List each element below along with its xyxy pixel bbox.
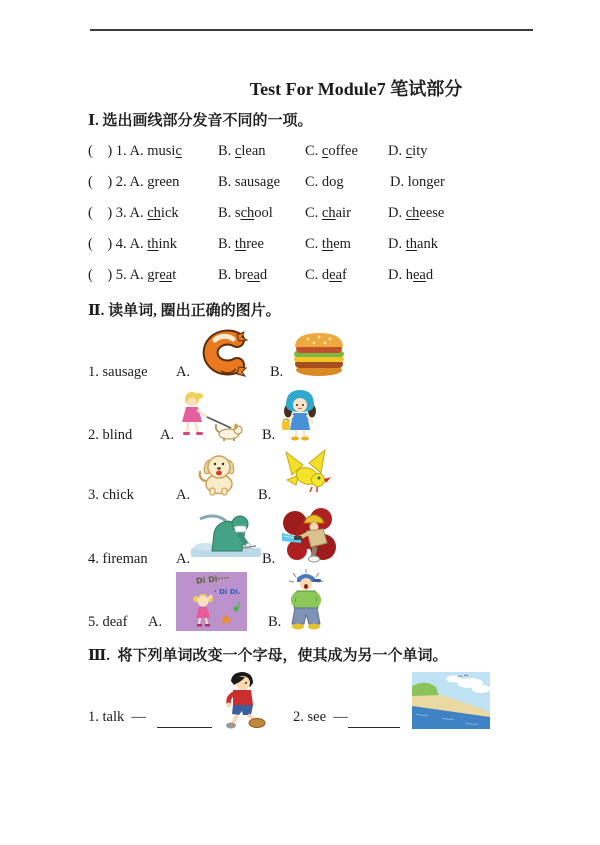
change-item-2: 2. see — [293,709,348,725]
underlined-letters: ea [329,267,343,283]
answer-bracket: ( ) [88,174,113,190]
top-rule [90,29,533,31]
option-word: longer [407,174,445,190]
question-row-2 [0,174,600,194]
item-word: 3. chick [88,487,134,503]
surgeon-operating-image [190,511,263,563]
answer-slot-and-option-a [88,205,179,222]
option-c [305,205,351,222]
answer-slot-and-option-a [88,174,179,191]
option-b [218,143,266,160]
answer-blank-2 [348,711,400,728]
option-b [218,205,273,222]
underlined-letters: c [321,143,329,159]
option-a-label: A. [176,487,191,503]
question-row-5 [0,267,600,287]
underlined-letters: th [321,236,334,252]
option-label: B. [218,267,232,283]
section-1-heading: Ⅰ. 选出画线部分发音不同的一项。 [88,113,313,129]
underlined-letters: ea [159,267,173,283]
option-word: think [147,236,178,252]
option-d [388,143,427,160]
option-word: them [321,236,351,252]
option-word: head [405,267,434,283]
answer-slot-and-option-a [88,143,182,160]
walking-boy-image [215,670,267,729]
option-a-label: A. [176,551,191,567]
option-word: thank [405,236,438,252]
underlined-letters: g [336,174,344,190]
answer-slot-and-option-a [88,267,176,284]
option-word: chair [321,205,351,221]
underlined-letters: g [426,174,434,190]
girl-hearing-sounds-image [176,572,247,631]
option-word: chick [147,205,179,221]
option-label: C. [305,174,319,190]
answer-bracket: ( ) [88,143,113,159]
option-word: coffee [321,143,358,159]
question-row-4 [0,236,600,256]
underlined-letters: c [234,143,242,159]
underlined-letters: ch [405,205,420,221]
puppy-image [195,451,242,497]
change-item-1: 1. talk — [88,709,146,725]
item-word: 5. deaf [88,614,128,630]
option-word: deaf [321,267,347,283]
sausage-image [193,329,251,377]
yellow-bird-image [281,449,331,494]
dash: — [333,709,348,725]
question-number: 2. [115,174,127,190]
option-label: B. [218,174,232,190]
option-label: C. [305,267,319,283]
hamburger-image [292,331,346,377]
option-b-label: B. [262,427,276,443]
question-row-1 [0,143,600,163]
option-label: A. [129,174,144,190]
underlined-letters: g [266,174,274,190]
option-label: B. [218,143,232,159]
option-label: A. [129,143,144,159]
item-word: 4. fireman [88,551,148,567]
option-word: sausage [234,174,281,190]
option-label: C. [305,205,319,221]
option-label: D. [390,174,405,190]
option-word: dog [321,174,344,190]
option-b-label: B. [270,364,284,380]
option-label: A. [129,236,144,252]
option-label: C. [305,236,319,252]
underlined-letters: ch [321,205,336,221]
underlined-letters: th [147,236,159,252]
girl-walking-guide-dog-image [177,390,247,442]
option-a-label: A. [176,364,191,380]
fireman-spraying-water-image [281,507,336,563]
option-a-label: A. [148,614,163,630]
option-label: D. [388,143,403,159]
option-word: school [234,205,273,221]
sound-caption-2: · Di Di. [214,588,241,596]
option-word: music [147,143,182,159]
option-b-label: B. [268,614,282,630]
option-word: great [147,267,177,283]
option-label: C. [305,143,319,159]
option-b [218,267,267,284]
beach-scene-image [412,672,490,729]
underlined-letters: g [147,174,155,190]
option-a-label: A. [160,427,175,443]
option-label: D. [388,236,403,252]
underlined-letters: ea [247,267,260,283]
underlined-letters: ch [147,205,161,221]
question-number: 1. [115,143,127,159]
option-word: clean [234,143,266,159]
answer-bracket: ( ) [88,236,113,252]
option-c [305,143,358,160]
section-3-heading: Ⅲ. 将下列单词改变一个字母，使其成为另一个单词。 [88,648,448,664]
option-d [388,205,444,222]
test-title: Test For Module7 笔试部分 [249,79,463,99]
question-number: 4. [115,236,127,252]
answer-bracket: ( ) [88,267,113,283]
answer-bracket: ( ) [88,205,113,221]
item-word: 1. sausage [88,364,148,380]
item-word: 2. blind [88,427,133,443]
option-label: D. [388,205,403,221]
option-label: A. [129,267,144,283]
option-word: three [234,236,264,252]
option-b-label: B. [258,487,272,503]
option-word: bread [234,267,268,283]
option-word: cheese [405,205,445,221]
underlined-letters: th [234,236,247,252]
option-word: green [147,174,180,190]
option-label: D. [388,267,403,283]
answer-slot-and-option-a [88,236,177,253]
option-d [388,236,438,253]
girl-standing-image [279,387,321,442]
option-c [305,236,351,253]
option-d [388,267,433,284]
question-number: 3. [115,205,127,221]
option-b [218,236,264,253]
sound-caption-1: Di Di···· [195,573,231,586]
underlined-letters: ch [240,205,255,221]
option-b-label: B. [262,551,276,567]
question-number: 5. [115,267,127,283]
option-c [305,267,347,284]
option-b [218,174,280,191]
underlined-letters: c [175,143,182,159]
underlined-letters: th [405,236,418,252]
question-row-3 [0,205,600,225]
underlined-letters: c [405,143,413,159]
option-word: city [405,143,428,159]
option-label: A. [129,205,144,221]
shouting-boy-image [285,569,327,630]
dash: — [131,709,146,725]
option-label: B. [218,205,232,221]
underlined-letters: ea [412,267,426,283]
section-2-heading: Ⅱ. 读单词, 圈出正确的图片。 [88,303,281,319]
answer-blank-1 [157,711,212,728]
option-label: B. [218,236,232,252]
option-d [390,174,445,191]
option-c [305,174,344,191]
